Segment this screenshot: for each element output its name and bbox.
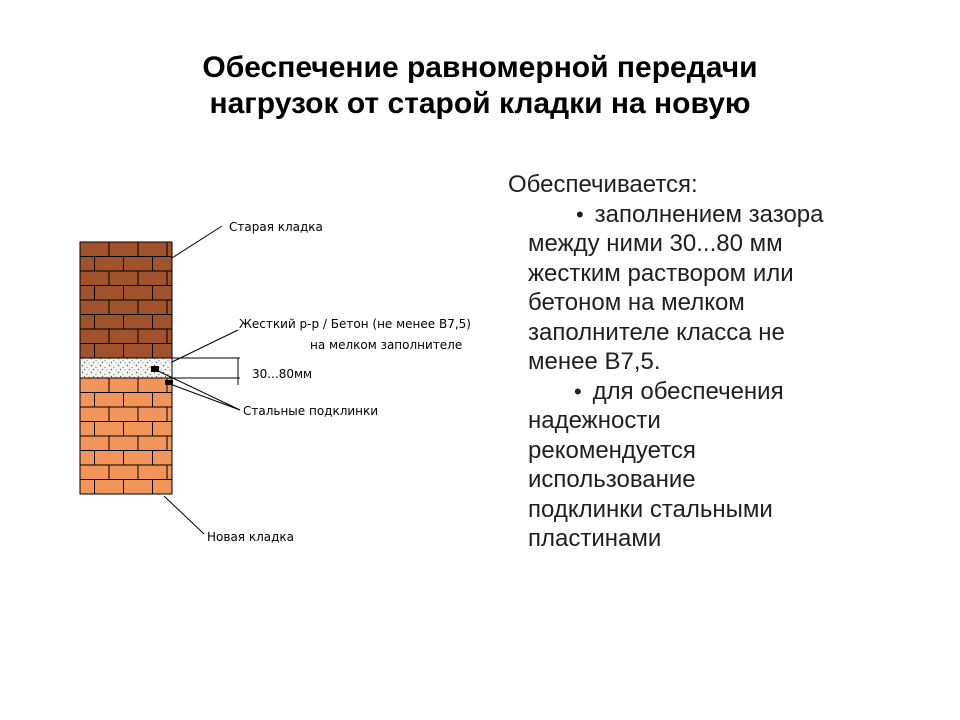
- label-steel-shims: Стальные подклинки: [243, 404, 379, 418]
- brick: [80, 436, 109, 451]
- label-gap-size: 30...80мм: [252, 367, 313, 381]
- brick: [109, 436, 138, 451]
- bullet-2-line: рекомендуется: [528, 436, 696, 464]
- brick: [80, 451, 95, 466]
- brick: [138, 271, 167, 286]
- brick: [95, 480, 124, 495]
- brick: [80, 300, 109, 315]
- brick: [109, 465, 138, 480]
- brick: [109, 271, 138, 286]
- brick: [80, 242, 109, 257]
- brick: [138, 378, 167, 393]
- brick: [124, 286, 153, 301]
- brick: [167, 465, 172, 480]
- bullet-1-line: менее В7,5.: [528, 348, 661, 375]
- brick: [80, 271, 109, 286]
- brick: [109, 329, 138, 344]
- brick: [95, 344, 124, 359]
- brick: [80, 393, 95, 408]
- brick: [80, 329, 109, 344]
- intro-text: Обеспечивается:: [508, 171, 698, 198]
- brick: [124, 315, 153, 330]
- bullet-1-line: бетоном на мелком: [528, 289, 745, 316]
- bullet-1-line: заполнителе класса не: [528, 318, 785, 346]
- brick: [124, 257, 153, 272]
- bullet-2-first-line: • для обеспечения: [574, 377, 784, 405]
- brick: [80, 286, 95, 301]
- brick: [153, 257, 173, 272]
- brick: [95, 451, 124, 466]
- bullet-1-line: жестким раствором или: [528, 259, 794, 287]
- brick: [95, 315, 124, 330]
- brick: [153, 393, 173, 408]
- brick: [124, 393, 153, 408]
- brick: [153, 286, 173, 301]
- brick: [167, 407, 172, 422]
- brick: [109, 300, 138, 315]
- steel-shim-2: [165, 380, 173, 385]
- brick: [95, 286, 124, 301]
- brick: [167, 300, 172, 315]
- bullet-2-line: использование: [528, 466, 696, 493]
- brick: [138, 329, 167, 344]
- brick: [138, 407, 167, 422]
- brick: [124, 480, 153, 495]
- leader-new: [164, 496, 204, 534]
- label-mortar-line-1: Жесткий р-р / Бетон (не менее В7,5): [239, 317, 471, 331]
- bullet-2-line: пластинами: [528, 525, 662, 552]
- brick: [95, 393, 124, 408]
- bullet-icon: •: [576, 201, 584, 227]
- brick: [153, 480, 173, 495]
- brick: [109, 378, 138, 393]
- brick: [124, 344, 153, 359]
- title-line-1: Обеспечение равномерной передачи: [202, 51, 758, 84]
- explanation-text: [508, 170, 928, 554]
- brick: [80, 465, 109, 480]
- brick: [80, 407, 109, 422]
- brick: [138, 436, 167, 451]
- bullet-2-line: подклинки стальными: [528, 495, 773, 523]
- brick: [80, 422, 95, 437]
- brick: [167, 242, 172, 257]
- brick: [167, 271, 172, 286]
- brick: [167, 329, 172, 344]
- brick: [138, 300, 167, 315]
- brick: [109, 407, 138, 422]
- brick: [95, 257, 124, 272]
- steel-shim-1: [151, 366, 159, 372]
- leader-shim-2: [170, 384, 240, 410]
- brick: [153, 344, 173, 359]
- brick: [124, 451, 153, 466]
- new-masonry: [80, 378, 172, 494]
- title-line-2: нагрузок от старой кладки на новую: [209, 87, 751, 120]
- brick: [138, 465, 167, 480]
- bullet-2-line: надежности: [528, 407, 661, 434]
- bullet-icon: •: [574, 378, 582, 404]
- brick: [153, 451, 173, 466]
- leader-old: [172, 226, 222, 258]
- brick: [80, 344, 95, 359]
- brick: [138, 242, 167, 257]
- brick: [95, 422, 124, 437]
- brick: [80, 480, 95, 495]
- brick: [109, 242, 138, 257]
- label-old-masonry: Старая кладка: [229, 220, 323, 234]
- leader-mortar: [172, 330, 238, 362]
- brick: [153, 422, 173, 437]
- brick: [167, 436, 172, 451]
- brick: [124, 422, 153, 437]
- brick: [80, 315, 95, 330]
- brick: [80, 378, 109, 393]
- brick: [153, 315, 173, 330]
- label-mortar-line-2: на мелком заполнителе: [310, 338, 463, 352]
- bullet-1-line: между ними 30...80 мм: [528, 230, 783, 257]
- label-new-masonry: Новая кладка: [207, 530, 294, 544]
- old-masonry: [80, 242, 172, 358]
- bullet-1-first-line: • заполнением зазора: [576, 200, 824, 228]
- brick: [80, 257, 95, 272]
